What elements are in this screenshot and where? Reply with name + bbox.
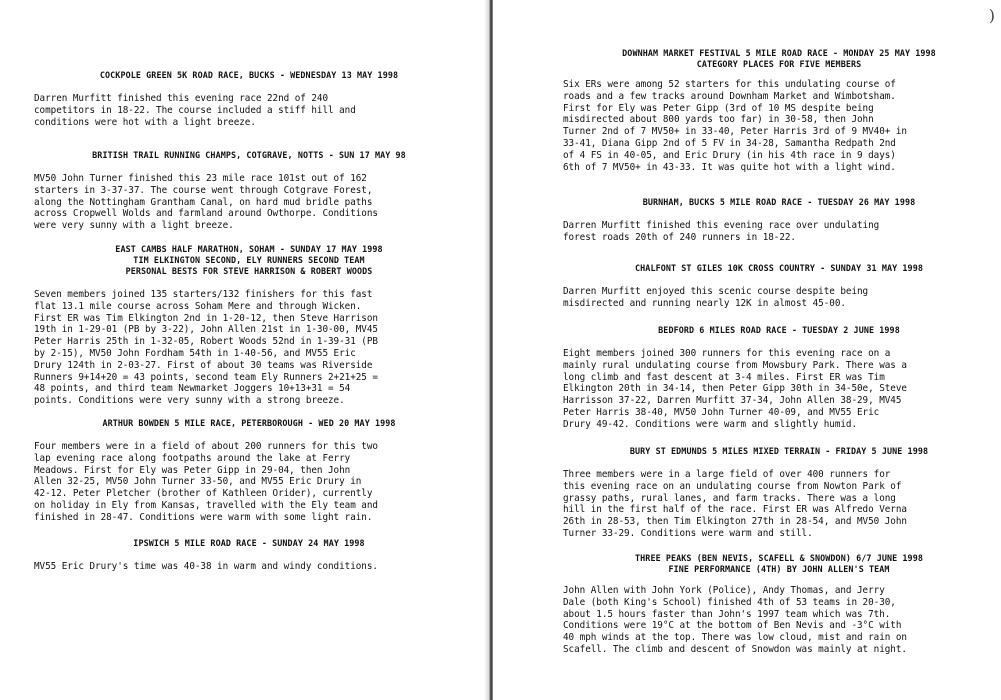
right-page: [495, 0, 1001, 700]
article-bedford: [563, 325, 995, 431]
article-heading: [563, 263, 995, 274]
article-chalfont: [563, 263, 995, 310]
article-heading: [34, 244, 464, 277]
article-body: Seven members joined 135 starters/132 finishers for this fast flat 13.1 mile course across Soham Mere and through Wicken. First ER was Tim Elkington 2nd in 1-20-12, then Steve Harrison 19th in 1-29-01 (PB by 3-22), John Allen 21st in 1-30-00, MV45 Peter Harris 25th in 1-32-05, Robert Woods 52nd in 1-39-31 (PB by 2-15), MV50 John Fordham 54th in 1-40-56, and MV55 Eric Drury 124th in 2-03-27. First of about 30 teams was Riverside Runners 9+14+20 = 43 points, second team Ely Runners 2+21+25 = 48 points, and third team Newmarket Joggers 10+13+31 = 54 points. Conditions were very sunny with a strong breeze.: [34, 289, 378, 407]
article-three-peaks: [563, 553, 995, 656]
article-body: Four members were in a field of about 200 runners for this two lap evening race along footpaths around the lake at Ferry Meadows. First for Ely was Peter Gipp in 29-04, then John Allen 32-25, MV50 John Turner 33-50, and MV55 Eric Drury in 42-12. Peter Pletcher (brother of Kathleen Orider), currently on holiday in Ely from Kansas, travelled with the Ely team and finished in 28-47. Conditions were warm with some light rain.: [34, 441, 378, 523]
article-body: MV50 John Turner finished this 23 mile race 101st out of 162 starters in 3-37-37. The course went through Cotgrave Forest, along the Nottingham Grantham Canal, on hard mud bridle paths across Cropwell Wolds and farmland around Owthorpe. Conditions were very sunny with a light breeze.: [34, 173, 378, 232]
page-corner-mark: ): [988, 6, 995, 25]
heading-line: EAST CAMBS HALF MARATHON, SOHAM - SUNDAY 17 MAY 1998: [115, 244, 383, 254]
heading-line: CATEGORY PLACES FOR FIVE MEMBERS: [696, 59, 862, 69]
heading-line: BURNHAM, BUCKS 5 MILE ROAD RACE - TUESDAY 26 MAY 1998: [642, 197, 916, 207]
article-body: John Allen with John York (Police), Andy Thomas, and Jerry Dale (both King's School) finished 4th of 53 teams in 20-30, about 1.5 hours faster than John's 1997 team which was 7th. Conditions were 19°C at the bottom of Ben Nevis and -3°C with 40 mph winds at the top. There was low cloud, mist and rain on Scafell. The climb and descent of Snowdon was mainly at night.: [563, 585, 907, 655]
article-heading: [34, 70, 464, 81]
article-ipswich: [34, 538, 464, 573]
article-body: Eight members joined 300 runners for this evening race on a mainly rural undulating course from Mowsbury Park. There was a long climb and fast descent at 3-4 miles. First ER was Tim Elkington 20th in 34-14, then Peter Gipp 30th in 34-50e, Steve Harrisson 37-22, Darren Murfitt 37-34, John Allen 38-29, MV45 Peter Harris 38-40, MV50 John Turner 40-09, and MV55 Eric Drury 49-42. Conditions were warm and slightly humid.: [563, 348, 907, 430]
heading-line: PERSONAL BESTS FOR STEVE HARRISON & ROBERT WOODS: [125, 266, 373, 276]
heading-line: BRITISH TRAIL RUNNING CHAMPS, COTGRAVE, NOTTS - SUN 17 MAY 98: [92, 150, 406, 160]
article-heading: [563, 197, 995, 208]
article-body: MV55 Eric Drury's time was 40-38 in warm and windy conditions.: [34, 561, 378, 572]
article-east-cambs: [34, 244, 464, 407]
article-bury-st-edmunds: [563, 446, 995, 540]
article-british-trail: [34, 150, 464, 232]
article-heading: [563, 553, 995, 575]
heading-line: ARTHUR BOWDEN 5 MILE RACE, PETERBOROUGH - WED 20 MAY 1998: [102, 418, 396, 428]
article-heading: [563, 48, 995, 70]
heading-line: THREE PEAKS (BEN NEVIS, SCAFELL & SNOWDON) 6/7 JUNE 1998: [635, 553, 923, 563]
article-body: Darren Murfitt enjoyed this scenic course despite being misdirected and running nearly 12K in almost 45-00.: [563, 286, 869, 309]
heading-line: CHALFONT ST GILES 10K CROSS COUNTRY - SUNDAY 31 MAY 1998: [635, 263, 923, 273]
article-heading: [34, 538, 464, 549]
left-page: [0, 0, 487, 700]
article-heading: [34, 150, 464, 161]
heading-line: COCKPOLE GREEN 5K ROAD RACE, BUCKS - WEDNESDAY 13 MAY 1998: [99, 70, 399, 80]
article-body: Darren Murfitt finished this evening race over undulating forest roads 20th of 240 runners in 18-22.: [563, 220, 880, 243]
article-heading: [563, 325, 995, 336]
article-downham-market: [563, 48, 995, 173]
article-heading: [34, 418, 464, 429]
heading-line: FINE PERFORMANCE (4TH) BY JOHN ALLEN'S TEAM: [668, 564, 890, 574]
book-spine: [489, 0, 493, 700]
article-cockpole-green: [34, 70, 464, 128]
heading-line: TIM ELKINGTON SECOND, ELY RUNNERS SECOND TEAM: [133, 255, 365, 265]
heading-line: BURY ST EDMUNDS 5 MILES MIXED TERRAIN - FRIDAY 5 JUNE 1998: [629, 446, 929, 456]
article-heading: [563, 446, 995, 457]
article-body: Three members were in a large field of over 400 runners for this evening race on an undulating course from Nowton Park of grassy paths, rural lanes, and farm tracks. There was a long hill in the first half of the race. First ER was Alfredo Verna 26th in 28-53, then Tim Elkington 27th in 28-54, and MV50 John Turner 33-29. Conditions were warm and still.: [563, 469, 907, 539]
article-burnham: [563, 197, 995, 244]
article-body: Six ERs were among 52 starters for this undulating course of roads and a few tracks around Downham Market and Wimbotsham. First for Ely was Peter Gipp (3rd of 10 MS despite being misdirected about 800 yards too far) in 30-58, then John Turner 2nd of 7 MV50+ in 33-40, Peter Harris 3rd of 9 MV40+ in 33-41, Diana Gipp 2nd of 5 FV in 34-28, Samantha Redpath 2nd of 4 FS in 40-05, and Eric Drury (in his 4th race in 9 days) 6th of 7 MV50+ in 43-33. It was quite hot with a light wind.: [563, 79, 907, 173]
article-body: Darren Murfitt finished this evening race 22nd of 240 competitors in 18-22. The course included a stiff hill and conditions were hot with a light breeze.: [34, 93, 356, 128]
heading-line: DOWNHAM MARKET FESTIVAL 5 MILE ROAD RACE - MONDAY 25 MAY 1998: [622, 48, 936, 58]
heading-line: IPSWICH 5 MILE ROAD RACE - SUNDAY 24 MAY 1998: [133, 538, 365, 548]
article-arthur-bowden: [34, 418, 464, 524]
heading-line: BEDFORD 6 MILES ROAD RACE - TUESDAY 2 JUNE 1998: [658, 325, 900, 335]
